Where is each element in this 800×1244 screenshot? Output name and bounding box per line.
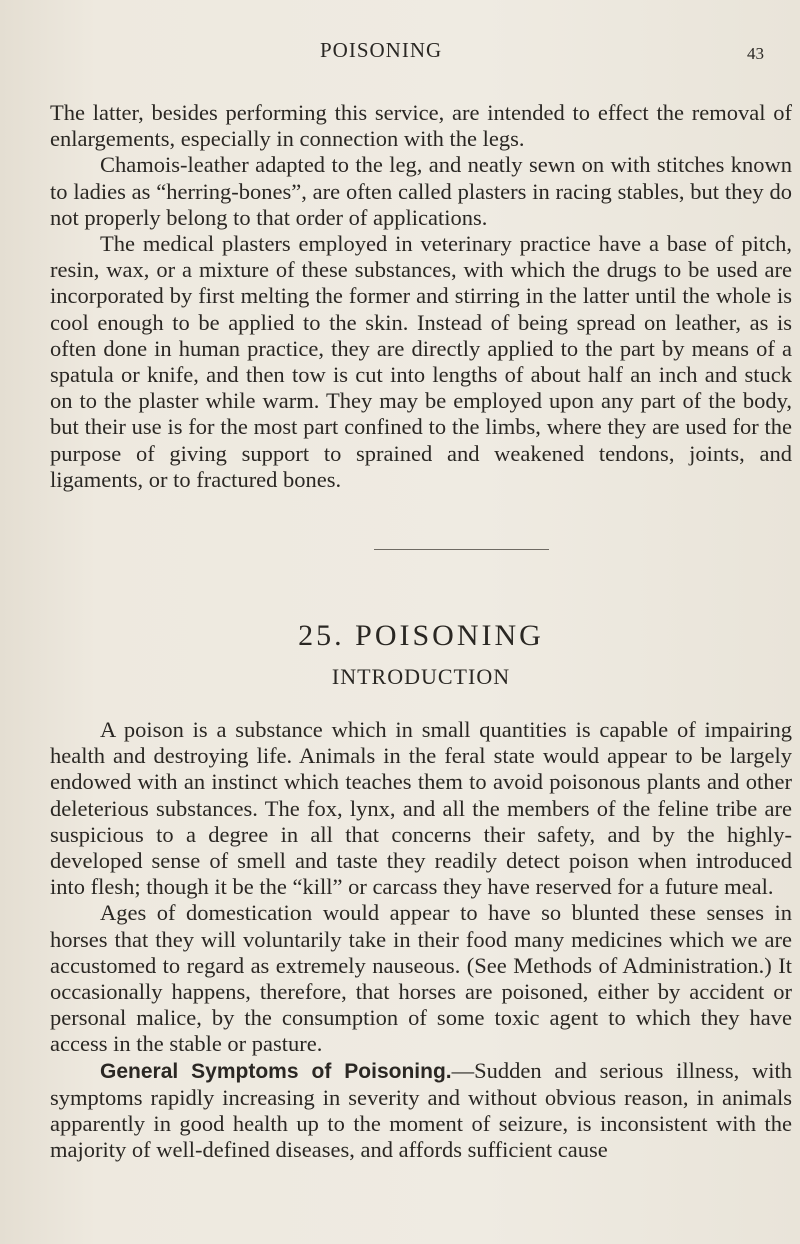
paragraph: The medical plasters employed in veterinary practice have a base of pitch, resin, wax, or a mixture of these substances, with which the drugs to be used are incorporated by first melting the former and stirring in the latter until the whole is cool enough to be applied to the skin. Instead of being spread on leather, as is often done in human practice, they are directly applied to the part by means of a spatula or knife, and then tow is cut into lengths of about half an inch and stuck on to the plaster while warm. They may be employed upon any part of the body, but their use is for the most part confined to the limbs, where they are used for the purpose of giving support to sprained and weakened tendons, joints, and ligaments, or to fractured bones. xyxy=(50,231,792,492)
section-divider xyxy=(374,549,549,550)
paragraph: A poison is a substance which in small quantities is capable of impairing health and destroying life. Animals in the feral state would appear to be largely endowed with an instinct which teaches them to avoid poisonous plants and other deleterious substances. The fox, lynx, and all the members of the feline tribe are suspicious to a degree in all that concerns their safety, and by the highly-developed sense of smell and taste they readily detect poison when introduced into flesh; though it be the “kill” or carcass they have reserved for a future meal. xyxy=(50,717,792,900)
paragraph: The latter, besides performing this service, are intended to effect the removal of enlargements, especially in connection with the legs. xyxy=(50,100,792,152)
section-subheading: INTRODUCTION xyxy=(331,664,511,690)
paragraph-general-symptoms xyxy=(50,1058,792,1164)
running-title: POISONING xyxy=(320,38,443,62)
paragraph: Chamois-leather adapted to the leg, and neatly sewn on with stitches known to ladies as “herring-bones”, are often called plasters in racing stables, but they do not properly belong to that order of applications. xyxy=(50,152,792,230)
paragraph: Ages of domestication would appear to have so blunted these senses in horses that they will voluntarily take in their food many medicines which we are accustomed to regard as extremely nauseous. (See Methods of Administration.) It occasionally happens, therefore, that horses are poisoned, either by accident or personal malice, by the consumption of some toxic agent to which they have access in the stable or pasture. xyxy=(50,900,792,1057)
running-header xyxy=(0,38,800,78)
body-text xyxy=(50,100,792,1164)
run-in-heading: General Symptoms of Poisoning. xyxy=(100,1059,452,1083)
page-number: 43 xyxy=(747,44,764,63)
paragraph-text: —Sudden and serious illness, with symptoms rapidly increasing in severity and without obvious reason, in animals apparently in good health up to the moment of seizure, is inconsistent with the majority of well-defined diseases, and affords sufficient cause xyxy=(50,1057,793,1163)
section-heading: 25. POISONING xyxy=(298,619,544,653)
